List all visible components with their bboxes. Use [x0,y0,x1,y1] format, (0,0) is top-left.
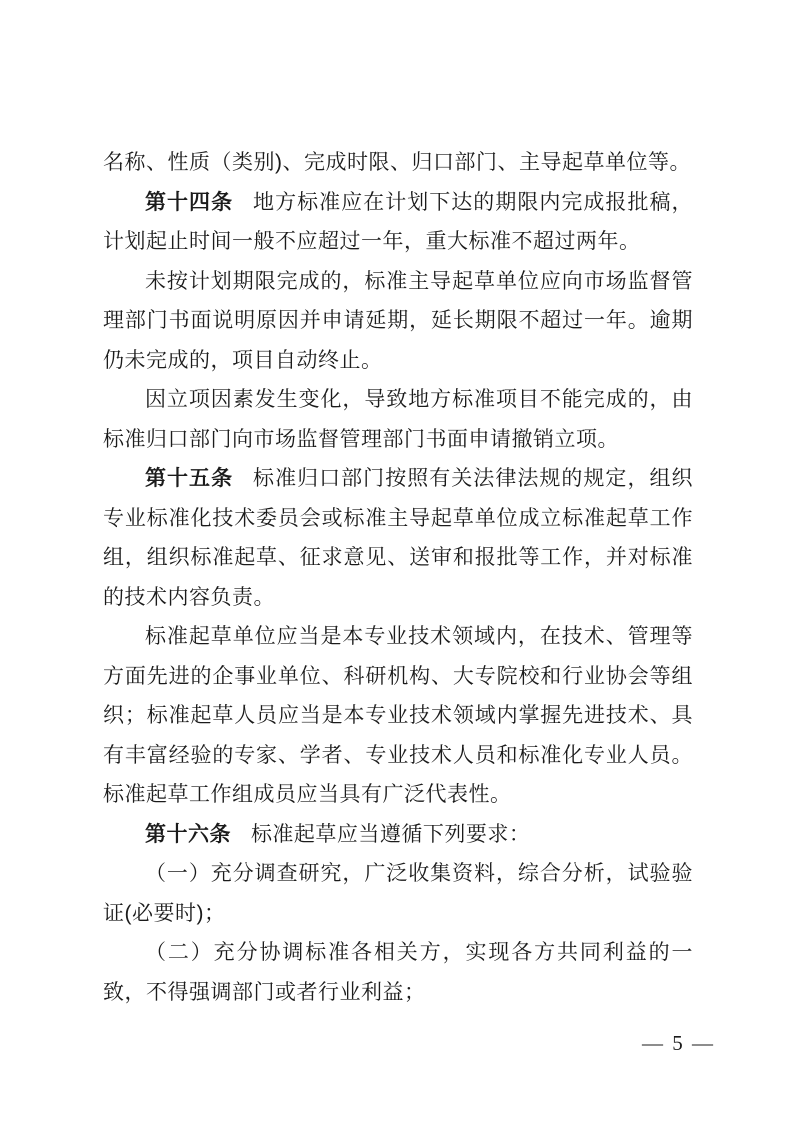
document-body [103,143,693,1012]
paragraph-article-14 [103,183,693,262]
article-number-label: 第十四条 [145,190,234,214]
paragraph-article-15 [103,459,693,617]
paragraph-text: （二）充分协调标准各相关方，实现各方共同利益的一致，不得强调部门或者行业利益； [103,941,693,1004]
page-number: — 5 — [642,1031,715,1055]
paragraph [103,380,693,459]
paragraph-text: 未按计划期限完成的，标准主导起草单位应向市场监督管理部门书面说明原因并申请延期，延长期限不超过一年。逾期仍未完成的，项目自动终止。 [103,269,693,372]
paragraph-text: （一）充分调查研究，广泛收集资料，综合分析，试验验证(必要时)； [103,862,693,925]
paragraph [103,617,693,815]
paragraph-text: 因立项因素发生变化，导致地方标准项目不能完成的，由标准归口部门向市场监督管理部门书面申请撤销立项。 [103,388,693,451]
paragraph-text: 标准起草单位应当是本专业技术领域内，在技术、管理等方面先进的企事业单位、科研机构、大专院校和行业协会等组织；标准起草人员应当是本专业技术领域内掌握先进技术、具有丰富经验的专家、学者、专业技术人员和标准化专业人员。标准起草工作组成员应当具有广泛代表性。 [103,625,693,806]
article-number-label: 第十六条 [145,822,231,846]
paragraph-article-16 [103,815,693,855]
paragraph-text: 标准起草应当遵循下列要求： [250,822,531,846]
paragraph-text: 标准归口部门按照有关法律法规的规定，组织专业标准化技术委员会或标准主导起草单位成立标准起草工作组，组织标准起草、征求意见、送审和报批等工作，并对标准的技术内容负责。 [103,467,694,609]
article-number-label: 第十五条 [145,467,234,490]
paragraph-list-item-1 [103,854,693,933]
paragraph-continuation [103,143,693,183]
paragraph [103,262,693,381]
paragraph-text: 名称、性质（类别)、完成时限、归口部门、主导起草单位等。 [103,151,691,174]
paragraph-text: 地方标准应在计划下达的期限内完成报批稿，计划起止时间一般不应超过一年，重大标准不超过两年。 [103,190,694,253]
paragraph-list-item-2 [103,933,693,1012]
